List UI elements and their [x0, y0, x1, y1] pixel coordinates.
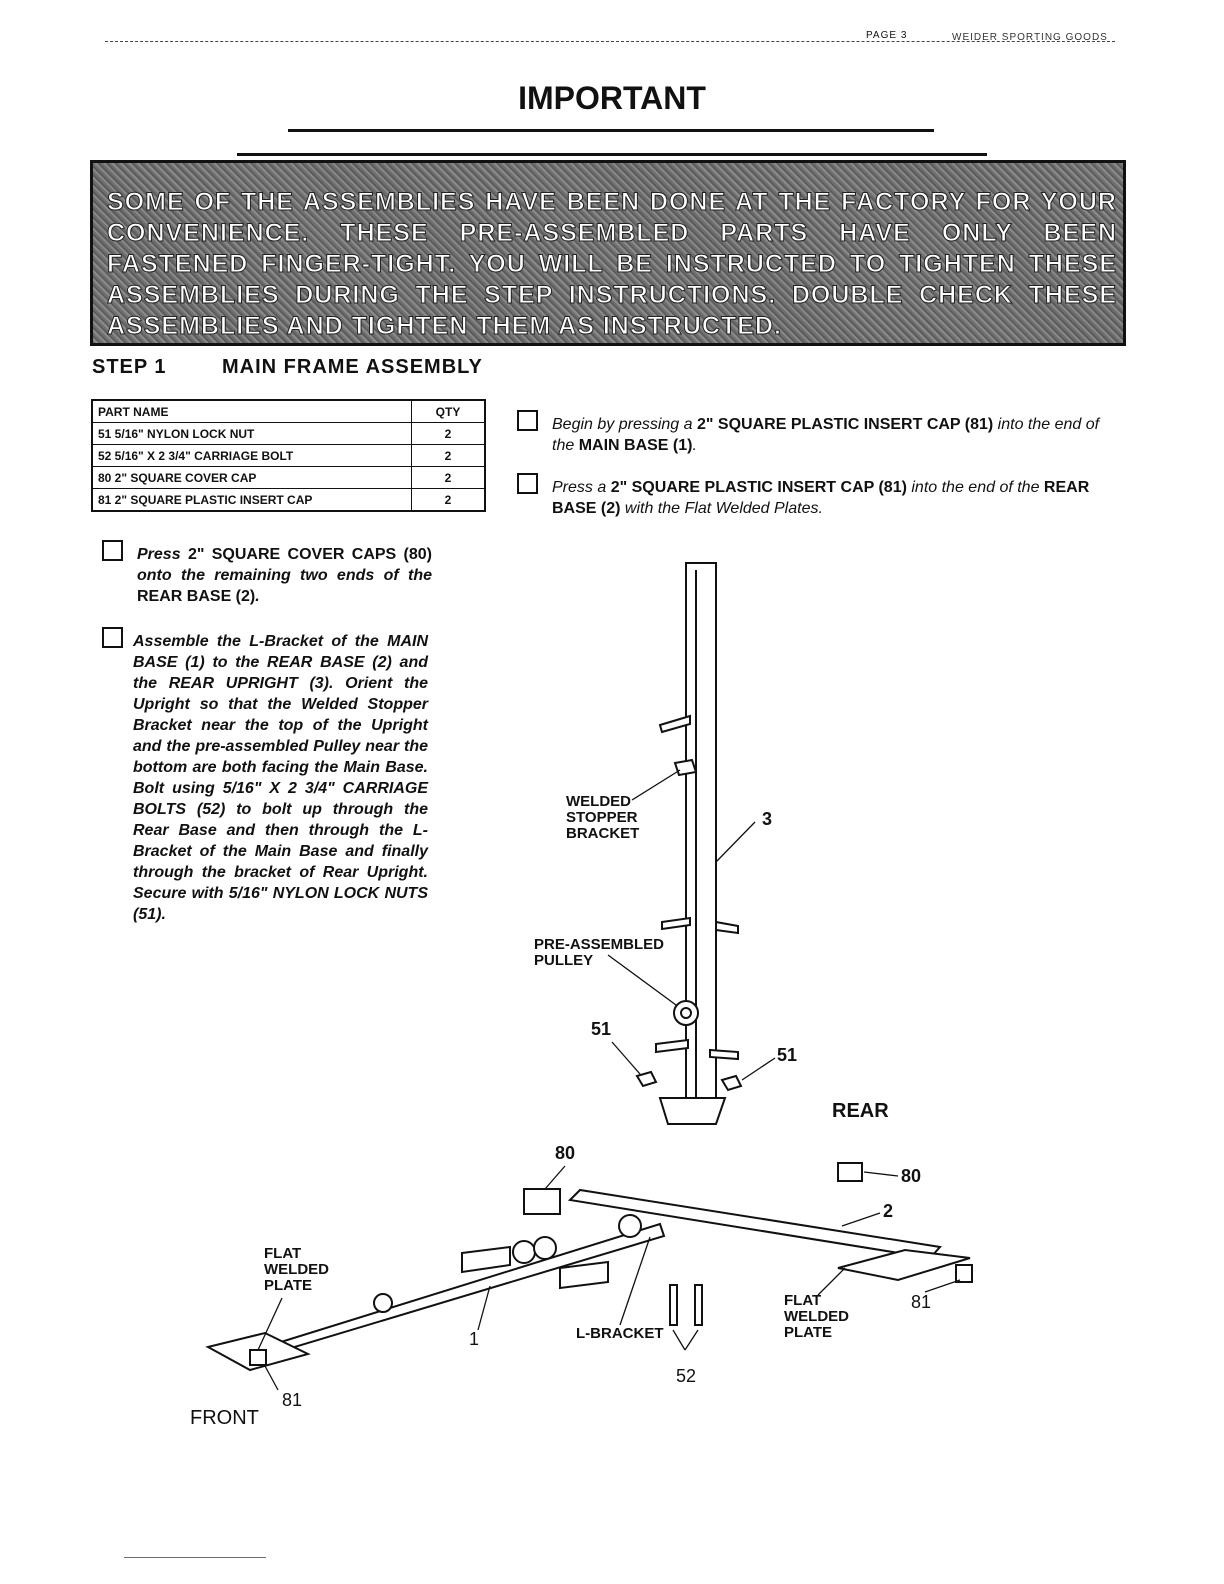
main-base-pulley: [513, 1241, 535, 1263]
label-line: FLAT: [784, 1292, 822, 1309]
insert-cap-81-front: [250, 1350, 266, 1365]
label-line: BRACKET: [566, 825, 640, 842]
label-flat-welded-plate-front: [264, 1246, 329, 1294]
instruction-3: Press 2" SQUARE COVER CAPS (80) onto the remaining two ends of the REAR BASE (2).: [137, 546, 432, 605]
label-line: WELDED: [784, 1308, 849, 1325]
label-line: WELDED: [264, 1261, 329, 1278]
footer-rule: [124, 1557, 266, 1558]
step-number: STEP 1: [92, 356, 167, 378]
instruction-2: Press a 2" SQUARE PLASTIC INSERT CAP (81) into the end of the REAR BASE (2) with the Flat Welded Plates.: [552, 479, 1090, 517]
label-line: PULLEY: [534, 952, 594, 969]
part-name: 51 5/16" NYLON LOCK NUT: [92, 423, 412, 445]
header-qty: QTY: [412, 400, 486, 423]
callout-80-left: 80: [555, 1143, 576, 1163]
label-flat-welded-plate-rear: [784, 1293, 849, 1341]
instruction-4: Assemble the L-Bracket of the MAIN BASE (1) to the REAR BASE (2) and the REAR UPRIGHT (3). Orient the Upright so that the Welded Stopper Bracket near the top of the Upright and the pre-assembled Pulley near the bottom are both facing the Main Base. Bolt using 5/16" X 2 3/4" CARRIAGE BOLTS (52) to bolt up through the Rear Base and then through the L-Bracket of the Main Base and finally through the bracket of Rear Upright. Secure with 5/16" NYLON LOCK NUTS (51).: [133, 633, 428, 923]
label-l-bracket: L-BRACKET: [576, 1325, 664, 1342]
callout-52: 52: [676, 1366, 697, 1386]
label-rear: REAR: [832, 1100, 889, 1122]
label-line: FLAT: [264, 1245, 302, 1262]
part-name: 81 2" SQUARE PLASTIC INSERT CAP: [92, 489, 412, 512]
carriage-bolt-52: [695, 1285, 702, 1325]
upright-pin: [656, 1040, 688, 1052]
insert-cap-81-rear: [956, 1265, 972, 1282]
part-name: 52 5/16" X 2 3/4" CARRIAGE BOLT: [92, 445, 412, 467]
part-qty: 2: [412, 445, 486, 467]
lock-nut-51-right: [722, 1076, 741, 1090]
part-name: 80 2" SQUARE COVER CAP: [92, 467, 412, 489]
l-bracket-pulley: [619, 1215, 641, 1237]
callout-1: 1: [469, 1329, 480, 1349]
label-front: FRONT: [190, 1407, 259, 1429]
label-line: STOPPER: [566, 809, 638, 826]
leader-lines: [258, 770, 960, 1390]
callout-80-right: 80: [901, 1166, 922, 1186]
upright-pin: [716, 922, 738, 933]
callout-51-left: 51: [591, 1019, 612, 1039]
callout-2: 2: [883, 1201, 894, 1221]
label-pre-assembled-pulley: [534, 937, 664, 969]
main-base-crossbar-left: [462, 1247, 510, 1272]
header-part-name: PART NAME: [92, 400, 412, 423]
part-qty: 2: [412, 423, 486, 445]
label-line: WELDED: [566, 793, 631, 810]
carriage-bolt-52: [670, 1285, 677, 1325]
rear-upright: [686, 563, 716, 1113]
welded-stopper-bracket: [675, 760, 696, 775]
callout-81-rear: 81: [911, 1292, 932, 1312]
part-qty: 2: [412, 489, 486, 512]
label-line: PRE-ASSEMBLED: [534, 936, 665, 953]
upright-pin: [710, 1050, 738, 1059]
rear-welded-plate: [838, 1250, 970, 1280]
upright-base-bracket: [660, 1098, 725, 1124]
label-welded-stopper-bracket: [566, 794, 639, 842]
main-base-pulley: [374, 1294, 392, 1312]
page-title: IMPORTANT: [518, 80, 706, 116]
instruction-1: Begin by pressing a 2" SQUARE PLASTIC INSERT CAP (81) into the end of the MAIN BASE (1).: [552, 416, 1100, 454]
cover-cap-80-left: [524, 1189, 560, 1214]
part-qty: 2: [412, 467, 486, 489]
callout-3: 3: [762, 809, 773, 829]
label-line: PLATE: [264, 1277, 313, 1294]
callout-81-front: 81: [282, 1390, 303, 1410]
step-title: MAIN FRAME ASSEMBLY: [222, 356, 483, 378]
page-number: PAGE 3: [866, 30, 908, 41]
company-name: WEIDER SPORTING GOODS: [952, 32, 1108, 43]
label-line: PLATE: [784, 1324, 833, 1341]
main-base-pulley: [534, 1237, 556, 1259]
callout-51-right: 51: [777, 1045, 798, 1065]
notice-text: SOME OF THE ASSEMBLIES HAVE BEEN DONE AT THE FACTORY FOR YOUR CONVENIENCE. THESE PRE-ASSEMBLED PARTS HAVE ONLY BEEN FASTENED FINGER-TIGHT. YOU WILL BE INSTRUCTED TO TIGHTEN THESE ASSEMBLIES DURING THE STEP INSTRUCTIONS. DOUBLE CHECK THESE ASSEMBLIES AND TIGHTEN THEM AS INSTRUCTED.: [107, 188, 1117, 340]
cover-cap-80-right: [838, 1163, 862, 1181]
